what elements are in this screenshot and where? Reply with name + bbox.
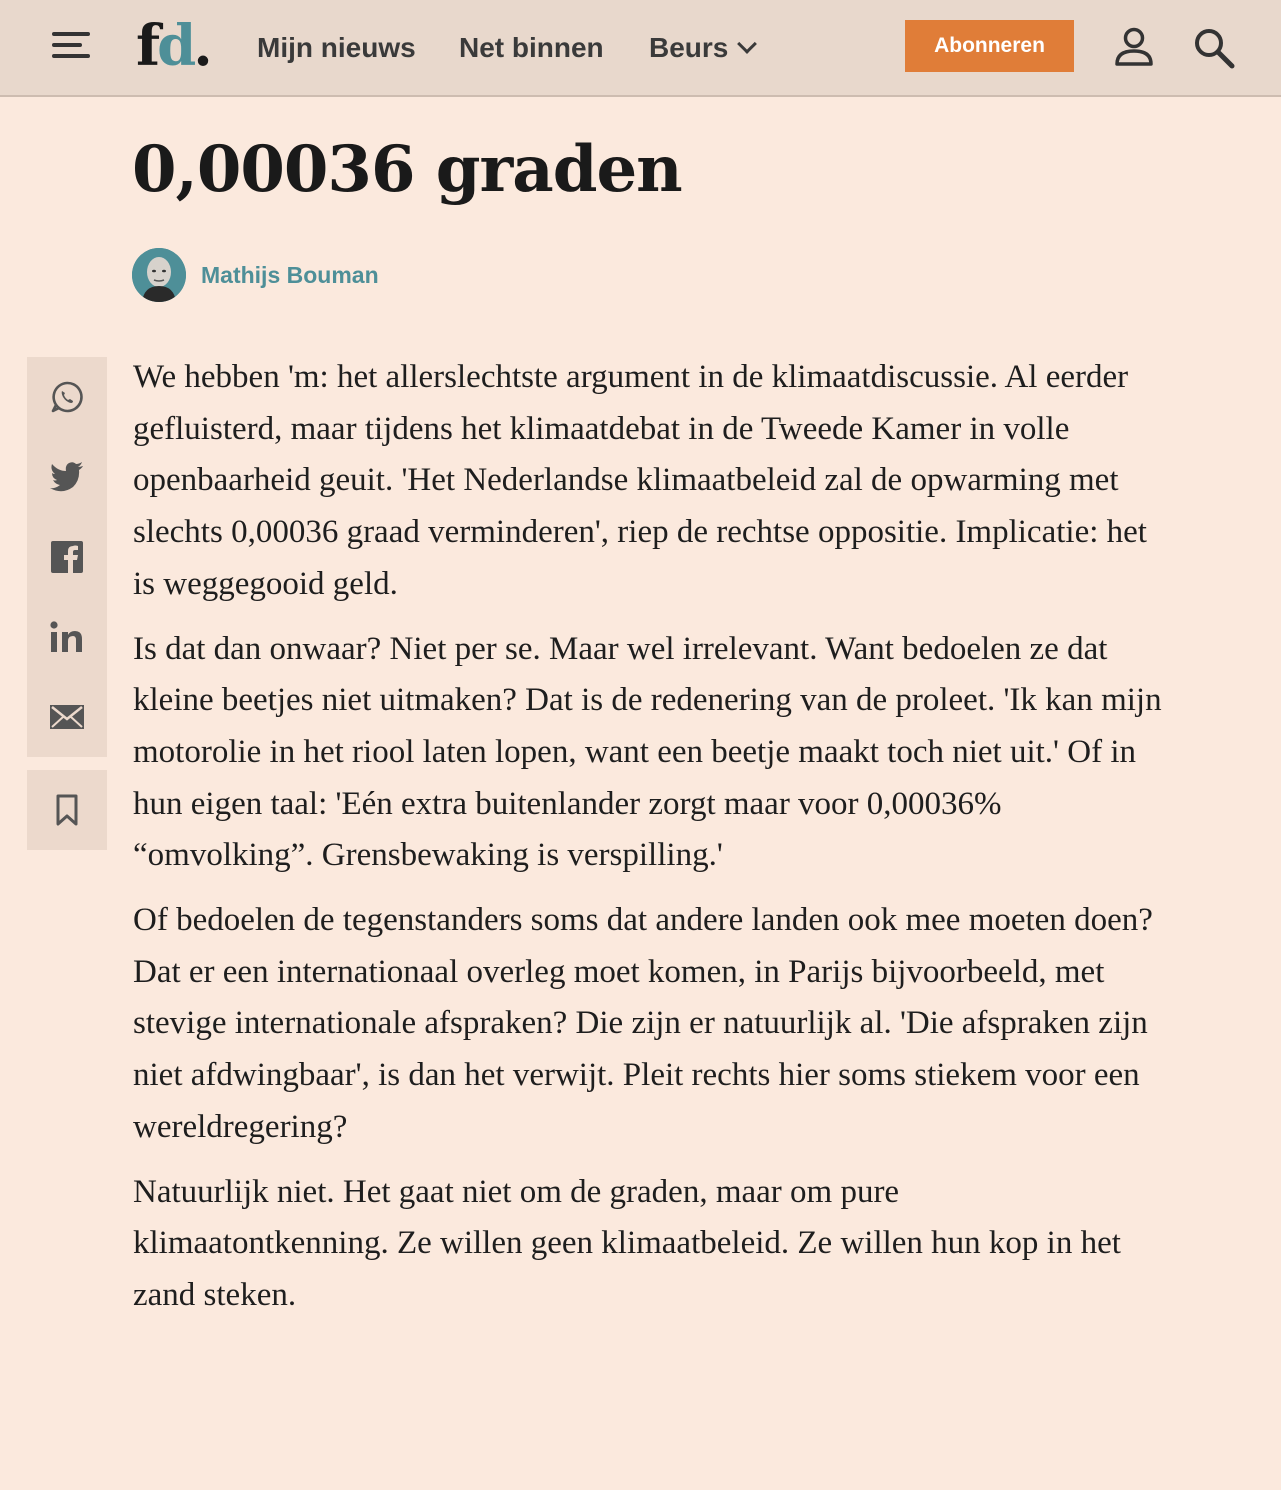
fd-logo[interactable]: fd. [136, 13, 210, 79]
top-navigation-bar [0, 0, 1281, 97]
bookmark-button[interactable] [27, 770, 107, 850]
article-title: 0,00036 graden [132, 132, 682, 207]
article-paragraph: Is dat dan onwaar? Niet per se. Maar wel irrelevant. Want bedoelen ze dat kleine beetjes niet uitmaken? Dat is de redenering van de proleet. 'Ik kan mijn motorolie in het riool laten lopen, want een beetje maakt toch niet uit.' Of in hun eigen taal: 'Eén extra buitenlander zorgt maar voor 0,00036% “omvolking”. Grensbewaking is verspilling.' [133, 630, 1162, 874]
email-icon [50, 705, 84, 729]
nav-beurs-label: Beurs [649, 31, 729, 63]
search-icon[interactable] [1192, 26, 1236, 70]
nav-net-binnen[interactable]: Net binnen [459, 31, 604, 63]
article-body [133, 352, 1163, 1335]
chevron-down-icon [737, 34, 757, 54]
user-icon[interactable] [1113, 26, 1155, 68]
linkedin-share-button[interactable] [27, 597, 107, 677]
facebook-icon [51, 541, 83, 573]
hamburger-menu-icon[interactable] [52, 32, 92, 58]
subscribe-button[interactable]: Abonneren [905, 20, 1074, 72]
article-paragraph: Natuurlijk niet. Het gaat niet om de graden, maar om pure klimaatontkenning. Ze willen geen klimaatbeleid. Ze willen hun kop in het zand steken. [133, 1173, 1121, 1313]
whatsapp-icon [50, 380, 84, 414]
facebook-share-button[interactable] [27, 517, 107, 597]
bookmark-icon [56, 794, 78, 826]
twitter-share-button[interactable] [27, 437, 107, 517]
share-rail [27, 357, 107, 757]
email-share-button[interactable] [27, 677, 107, 757]
article-paragraph: Of bedoelen de tegenstanders soms dat andere landen ook mee moeten doen? Dat er een internationaal overleg moet komen, in Parijs bijvoorbeeld, met stevige internationale afspraken? Die zijn er natuurlijk al. 'Die afspraken zijn niet afdwingbaar', is dan het verwijt. Pleit rechts hier soms stiekem voor een wereldregering? [133, 902, 1153, 1145]
twitter-icon [50, 462, 84, 492]
author-avatar[interactable] [132, 248, 186, 302]
nav-beurs[interactable] [649, 0, 754, 95]
article-paragraph: We hebben 'm: het allerslechtste argument in de klimaatdiscussie. Al eerder gefluisterd, maar tijdens het klimaatdebat in de Tweede Kamer in volle openbaarheid geuit. 'Het Nederlandse klimaatbeleid zal de opwarming met slechts 0,00036 graad verminderen', riep de rechtse oppositie. Implicatie: het is weggegooid geld. [133, 359, 1147, 602]
author-name-link[interactable]: Mathijs Bouman [201, 262, 379, 288]
nav-mijn-nieuws[interactable]: Mijn nieuws [257, 31, 416, 63]
linkedin-icon [50, 620, 84, 654]
whatsapp-share-button[interactable] [27, 357, 107, 437]
